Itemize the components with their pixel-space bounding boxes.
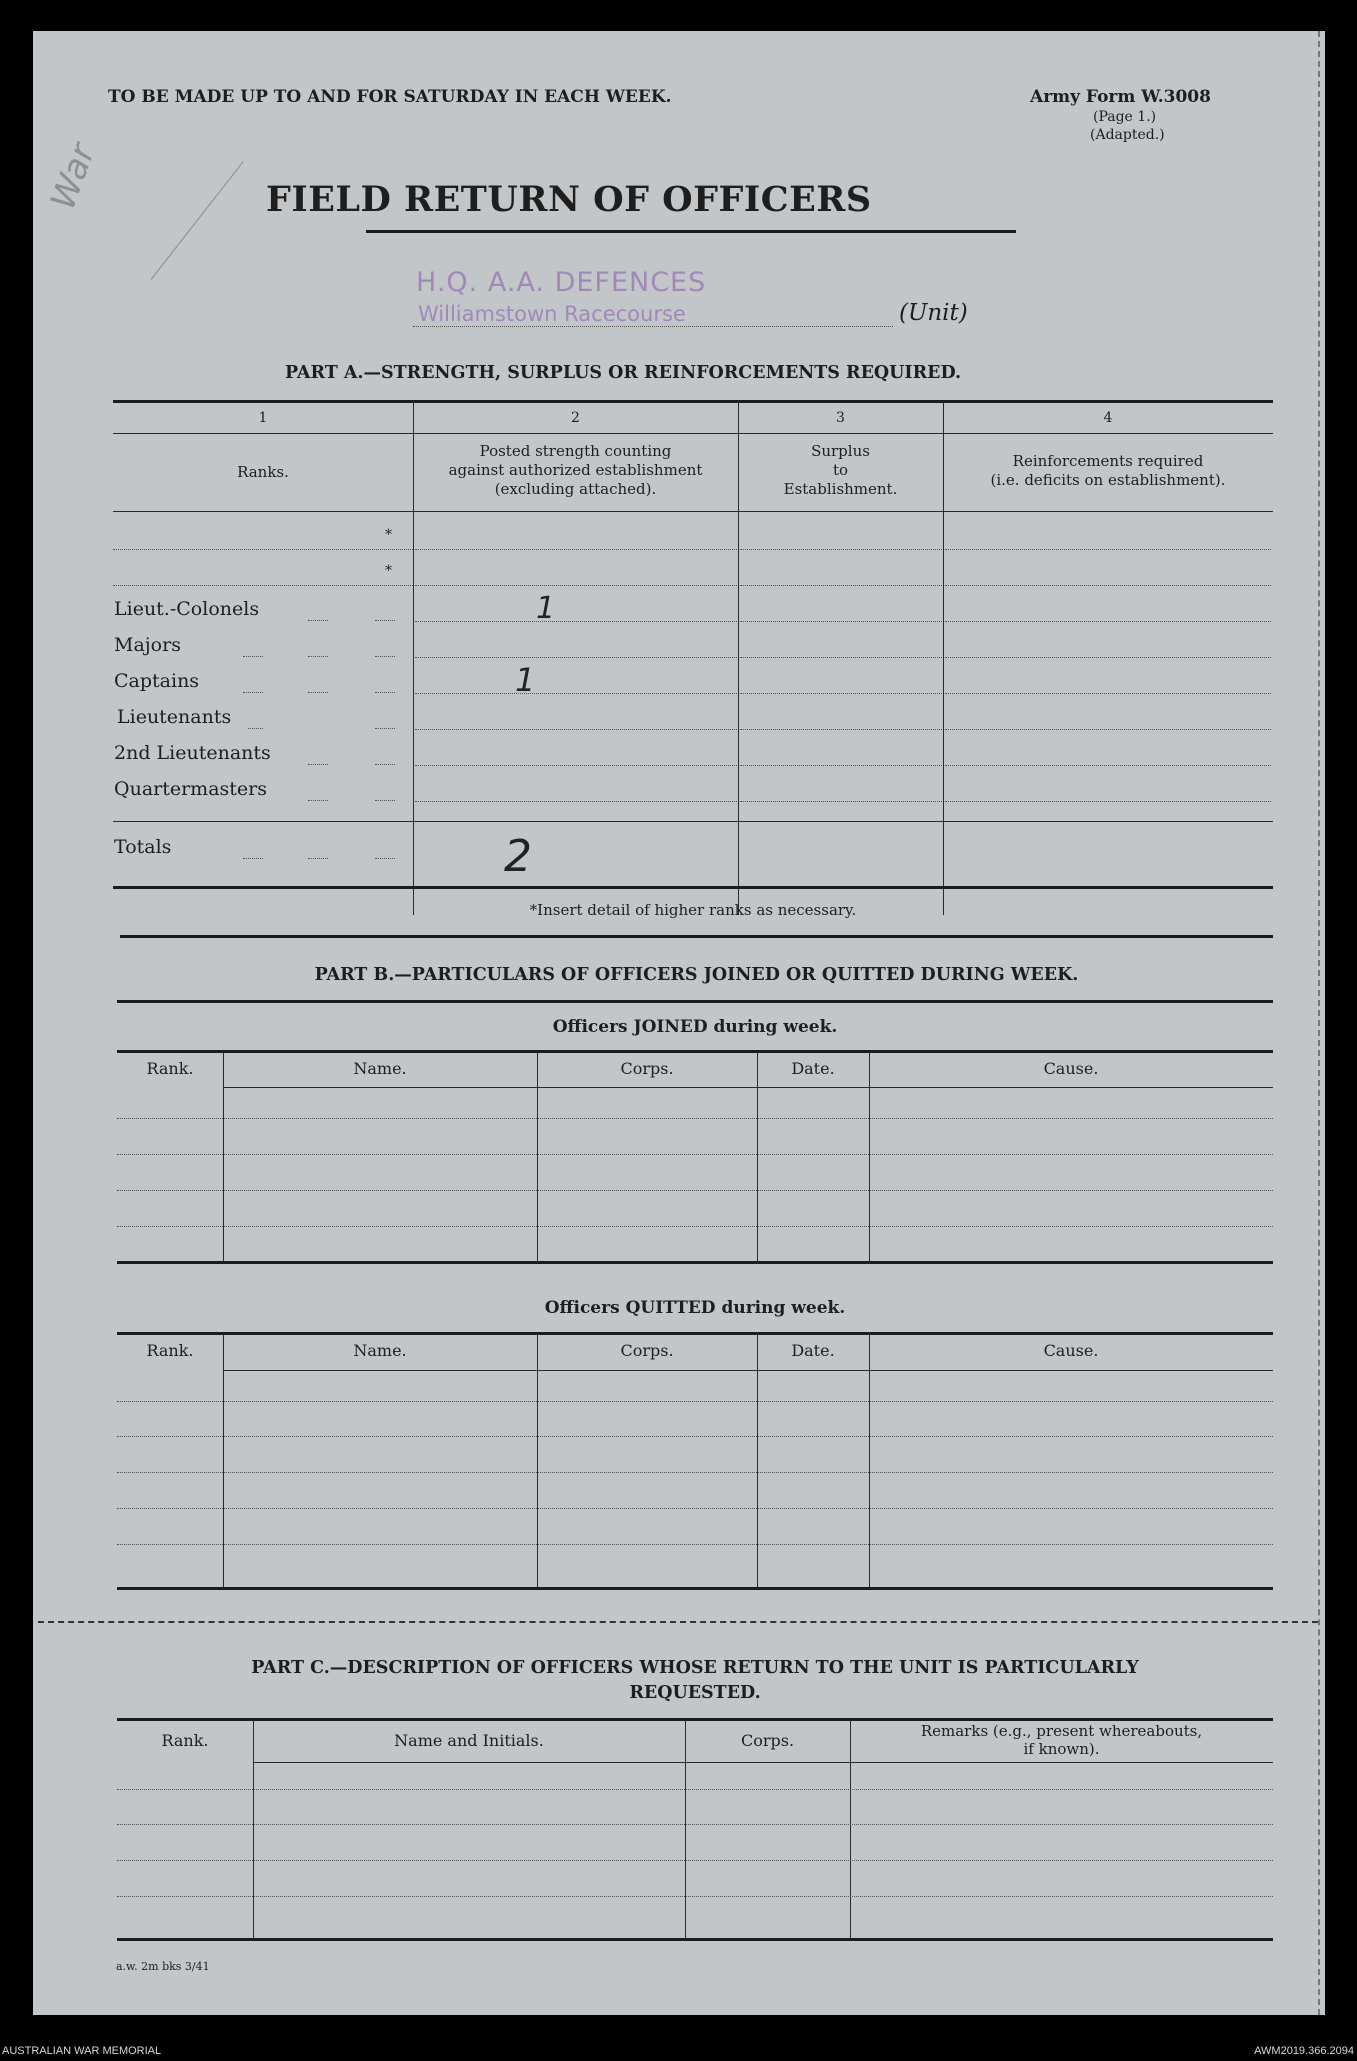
quitted-row-line	[117, 1472, 1273, 1473]
part-a-row-line	[945, 729, 1271, 730]
part-a-row-line	[415, 657, 737, 658]
part-a-row-line	[415, 549, 737, 550]
part-c-col-remarks-1: Remarks (e.g., present whereabouts,	[920, 1722, 1203, 1740]
part-b-top-rule	[117, 1000, 1273, 1003]
part-a-end-rule	[120, 935, 1273, 938]
part-c-col-divider	[253, 1720, 254, 1938]
joined-header-rule	[223, 1087, 1273, 1088]
leader-dots	[243, 692, 263, 693]
quitted-row-line	[117, 1401, 1273, 1402]
joined-col-divider	[223, 1052, 224, 1261]
joined-col-date: Date.	[791, 1059, 835, 1078]
quitted-col-divider	[537, 1334, 538, 1587]
form-number: Army Form W.3008	[1030, 87, 1211, 107]
part-c-row-line	[117, 1789, 1273, 1790]
leader-dots	[375, 800, 395, 801]
quitted-col-divider	[223, 1334, 224, 1587]
part-a-row-line	[415, 729, 737, 730]
leader-dots	[375, 620, 395, 621]
unit-stamp-line-2: Williamstown Racecourse	[418, 302, 686, 326]
part-c-row-line	[117, 1824, 1273, 1825]
col-number-3: 3	[836, 410, 845, 426]
part-c-title-line-1: PART C.—DESCRIPTION OF OFFICERS WHOSE RETURN TO THE UNIT IS PARTICULARLY	[251, 1658, 1139, 1678]
part-a-row-line	[945, 801, 1271, 802]
quitted-row-line	[117, 1436, 1273, 1437]
col-heading-reinforcements-1: Reinforcements required	[1012, 452, 1204, 470]
part-a-row-line	[945, 657, 1271, 658]
posted-captains-value: 1	[515, 661, 536, 699]
rank-quartermasters: Quartermasters	[114, 778, 267, 800]
page-title: FIELD RETURN OF OFFICERS	[266, 179, 872, 220]
quitted-row-line	[117, 1508, 1273, 1509]
col-number-rule	[113, 433, 1273, 434]
adapted-note: (Adapted.)	[1090, 127, 1165, 143]
posted-lieut-colonels-value: 1	[536, 591, 556, 626]
leader-dots	[308, 800, 328, 801]
asterisk-row-1-marker: *	[385, 527, 392, 543]
joined-row-line	[117, 1154, 1273, 1155]
col-heading-surplus-1: Surplus	[811, 442, 870, 460]
col-heading-posted-1: Posted strength counting	[479, 442, 672, 460]
part-a-bottom-rule	[113, 886, 1273, 889]
col-number-1: 1	[258, 410, 268, 426]
quitted-col-divider	[757, 1334, 758, 1587]
joined-col-cause: Cause.	[1043, 1059, 1099, 1078]
part-c-row-line	[117, 1896, 1273, 1897]
quitted-col-date: Date.	[791, 1341, 835, 1360]
part-c-bottom-rule-right	[607, 1938, 1273, 1941]
part-c-row-line	[117, 1860, 1273, 1861]
col-number-4: 4	[1103, 410, 1113, 426]
leader-dots	[308, 858, 328, 859]
part-a-row-line	[740, 729, 942, 730]
col-heading-ranks: Ranks.	[237, 463, 289, 481]
joined-table-title: Officers JOINED during week.	[552, 1017, 838, 1037]
part-c-top-rule	[117, 1718, 1273, 1721]
quitted-col-corps: Corps.	[620, 1341, 674, 1360]
quitted-col-cause: Cause.	[1043, 1341, 1099, 1360]
joined-col-divider	[757, 1052, 758, 1261]
part-a-row-line	[740, 765, 942, 766]
part-a-row-line	[415, 585, 737, 586]
leader-dots	[243, 858, 263, 859]
part-a-row-line	[113, 549, 413, 550]
col-heading-rule	[113, 511, 1273, 512]
footer-left: AUSTRALIAN WAR MEMORIAL	[2, 2045, 162, 2057]
unit-field-line	[413, 326, 893, 327]
part-c-bottom-rule-left	[117, 1938, 607, 1941]
leader-dots	[375, 692, 395, 693]
tear-off-line	[38, 1621, 1318, 1623]
instruction-text: TO BE MADE UP TO AND FOR SATURDAY IN EACH WEEK.	[108, 87, 672, 107]
part-a-row-line	[415, 693, 737, 694]
leader-dots	[308, 692, 328, 693]
part-c-col-rank: Rank.	[161, 1731, 209, 1750]
quitted-table-top-rule	[117, 1332, 1273, 1335]
leader-dots	[375, 656, 395, 657]
rank-captains: Captains	[114, 670, 200, 692]
leader-dots	[243, 656, 263, 657]
margin-pencil-stroke	[151, 161, 244, 280]
part-a-row-line	[415, 621, 737, 622]
part-a-row-line	[740, 621, 942, 622]
quitted-row-line	[117, 1544, 1273, 1545]
part-a-row-line	[945, 621, 1271, 622]
rank-majors: Majors	[114, 634, 181, 656]
part-a-row-line	[945, 585, 1271, 586]
part-a-row-line	[945, 549, 1271, 550]
rank-2nd-lieutenants: 2nd Lieutenants	[114, 742, 271, 764]
part-a-row-line	[945, 765, 1271, 766]
leader-dots	[375, 764, 395, 765]
unit-stamp-line-1: H.Q. A.A. DEFENCES	[416, 267, 707, 298]
leader-dots	[308, 620, 328, 621]
part-c-title-line-2: REQUESTED.	[629, 1683, 761, 1703]
col-heading-surplus-3: Establishment.	[783, 480, 898, 498]
part-a-footnote: *Insert detail of higher ranks as necessary.	[529, 901, 857, 919]
part-a-top-rule	[113, 400, 1273, 403]
rank-lieut-colonels: Lieut.-Colonels	[114, 598, 260, 620]
col-heading-posted-3: (excluding attached).	[494, 480, 657, 498]
part-c-col-divider	[685, 1720, 686, 1938]
joined-col-rank: Rank.	[146, 1059, 194, 1078]
joined-col-divider	[869, 1052, 870, 1261]
totals-rule	[113, 821, 1273, 822]
part-a-row-line	[415, 765, 737, 766]
posted-totals-value: 2	[504, 831, 532, 882]
leader-dots	[375, 728, 395, 729]
rank-lieutenants: Lieutenants	[117, 706, 232, 728]
part-c-col-remarks-2: if known).	[1023, 1740, 1100, 1758]
totals-label: Totals	[114, 836, 172, 858]
joined-row-line	[117, 1226, 1273, 1227]
joined-col-name: Name.	[353, 1059, 407, 1078]
leader-dots	[308, 656, 328, 657]
part-c-col-corps: Corps.	[740, 1731, 795, 1750]
part-a-row-line	[415, 801, 737, 802]
quitted-col-name: Name.	[353, 1341, 407, 1360]
page-number: (Page 1.)	[1093, 109, 1157, 125]
part-a-row-line	[740, 585, 942, 586]
margin-handwriting: War	[43, 138, 104, 215]
part-a-row-line	[740, 693, 942, 694]
col-heading-posted-2: against authorized establishment	[448, 461, 703, 479]
joined-table-bottom-rule	[117, 1261, 1273, 1264]
joined-table-top-rule	[117, 1050, 1273, 1053]
perforation-right	[1318, 31, 1320, 2015]
title-underline	[366, 230, 1016, 233]
joined-col-divider	[537, 1052, 538, 1261]
leader-dots	[248, 728, 263, 729]
asterisk-row-2-marker: *	[385, 563, 392, 579]
part-a-title: PART A.—STRENGTH, SURPLUS OR REINFORCEMENTS REQUIRED.	[285, 363, 962, 383]
joined-row-line	[117, 1190, 1273, 1191]
joined-row-line	[117, 1118, 1273, 1119]
print-code: a.w. 2m bks 3/41	[116, 1960, 210, 1973]
part-c-col-name: Name and Initials.	[394, 1731, 544, 1750]
part-a-row-line	[740, 801, 942, 802]
part-a-row-line	[945, 693, 1271, 694]
col-heading-reinforcements-2: (i.e. deficits on establishment).	[990, 471, 1226, 489]
quitted-table-bottom-rule	[117, 1587, 1273, 1590]
part-a-row-line	[740, 657, 942, 658]
form-sheet	[33, 31, 1325, 2015]
part-b-title: PART B.—PARTICULARS OF OFFICERS JOINED OR QUITTED DURING WEEK.	[314, 965, 1079, 985]
quitted-col-divider	[869, 1334, 870, 1587]
leader-dots	[375, 858, 395, 859]
joined-col-corps: Corps.	[620, 1059, 674, 1078]
col-heading-surplus-2: to	[832, 461, 849, 479]
part-c-header-rule	[253, 1762, 1273, 1763]
leader-dots	[308, 764, 328, 765]
unit-label: (Unit)	[899, 300, 968, 326]
quitted-col-rank: Rank.	[146, 1341, 194, 1360]
col-number-2: 2	[571, 410, 580, 426]
part-a-row-line	[740, 549, 942, 550]
part-a-row-line	[113, 585, 413, 586]
footer-right: AWM2019.366.2094	[1254, 2045, 1354, 2057]
quitted-header-rule	[223, 1370, 1273, 1371]
quitted-table-title: Officers QUITTED during week.	[544, 1298, 846, 1318]
